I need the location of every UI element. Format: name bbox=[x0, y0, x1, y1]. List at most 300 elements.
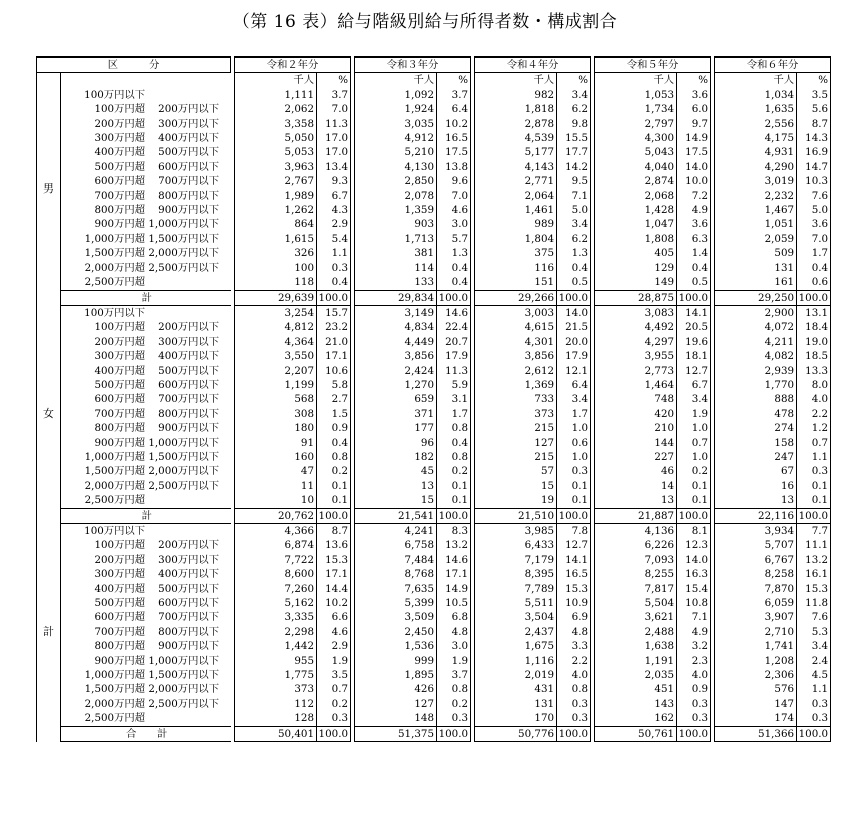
pct-cell: 5.3 bbox=[797, 625, 831, 639]
range-low: 700万円超 bbox=[94, 407, 145, 420]
count-cell: 45 bbox=[355, 464, 437, 478]
pct-cell: 20.5 bbox=[677, 320, 711, 334]
pct-cell: 14.1 bbox=[677, 305, 711, 320]
count-cell: 144 bbox=[595, 436, 677, 450]
count-cell: 133 bbox=[355, 275, 437, 290]
count-cell: 2,488 bbox=[595, 625, 677, 639]
pct-cell: 17.1 bbox=[317, 567, 351, 581]
unit-count: 千人 bbox=[475, 73, 557, 88]
pct-cell: 0.5 bbox=[677, 275, 711, 290]
category-label bbox=[61, 479, 231, 493]
category-label bbox=[61, 582, 231, 596]
count-cell: 5,399 bbox=[355, 596, 437, 610]
range-high: 400万円以下 bbox=[158, 350, 219, 363]
table-row bbox=[37, 610, 831, 624]
year-header: 令和５年分 bbox=[595, 57, 711, 73]
count-cell: 4,143 bbox=[475, 160, 557, 174]
count-cell: 405 bbox=[595, 246, 677, 260]
table-row bbox=[37, 275, 831, 290]
total-pct: 100.0 bbox=[317, 290, 351, 305]
total-pct: 100.0 bbox=[437, 726, 471, 741]
pct-cell: 19.6 bbox=[677, 335, 711, 349]
table-row bbox=[37, 349, 831, 363]
total-label: 合 計 bbox=[61, 726, 231, 741]
count-cell: 210 bbox=[595, 421, 677, 435]
pct-cell: 4.8 bbox=[557, 625, 591, 639]
count-cell: 1,615 bbox=[235, 232, 317, 246]
pct-cell: 1.7 bbox=[797, 246, 831, 260]
count-cell: 888 bbox=[715, 392, 797, 406]
category-label bbox=[61, 436, 231, 450]
pct-cell: 15.5 bbox=[557, 131, 591, 145]
count-cell: 748 bbox=[595, 392, 677, 406]
count-cell: 4,912 bbox=[355, 131, 437, 145]
count-cell: 1,047 bbox=[595, 217, 677, 231]
count-cell: 1,092 bbox=[355, 88, 437, 102]
pct-cell: 16.3 bbox=[677, 567, 711, 581]
range-low: 1,500万円超 bbox=[84, 465, 145, 478]
count-cell: 14 bbox=[595, 479, 677, 493]
range-high: 300万円以下 bbox=[158, 335, 219, 348]
count-cell: 1,208 bbox=[715, 654, 797, 668]
table-row bbox=[37, 697, 831, 711]
unit-pct: % bbox=[437, 73, 471, 88]
count-cell: 3,963 bbox=[235, 160, 317, 174]
range-low: 300万円超 bbox=[94, 132, 145, 145]
table-row bbox=[37, 682, 831, 696]
pct-cell: 0.3 bbox=[797, 464, 831, 478]
pct-cell: 4.5 bbox=[797, 668, 831, 682]
count-cell: 116 bbox=[475, 261, 557, 275]
count-cell: 247 bbox=[715, 450, 797, 464]
count-cell: 2,068 bbox=[595, 189, 677, 203]
count-cell: 2,298 bbox=[235, 625, 317, 639]
range-low: 100万円以下 bbox=[84, 525, 145, 537]
table-row bbox=[37, 335, 831, 349]
count-cell: 112 bbox=[235, 697, 317, 711]
range-high: 2,500万円以下 bbox=[148, 261, 219, 274]
count-cell: 1,199 bbox=[235, 378, 317, 392]
pct-cell: 0.4 bbox=[557, 261, 591, 275]
range-low: 1,500万円超 bbox=[84, 247, 145, 260]
count-cell: 127 bbox=[355, 697, 437, 711]
count-cell: 6,767 bbox=[715, 553, 797, 567]
range-high: 1,000万円以下 bbox=[148, 218, 219, 231]
range-low: 100万円以下 bbox=[84, 88, 145, 101]
pct-cell: 6.8 bbox=[437, 610, 471, 624]
category-label bbox=[61, 392, 231, 406]
table-row bbox=[37, 131, 831, 145]
count-cell: 5,162 bbox=[235, 596, 317, 610]
count-cell: 7,260 bbox=[235, 582, 317, 596]
pct-cell: 0.3 bbox=[797, 711, 831, 726]
count-cell: 1,713 bbox=[355, 232, 437, 246]
unit-pct: % bbox=[677, 73, 711, 88]
pct-cell: 10.2 bbox=[317, 596, 351, 610]
table-row bbox=[37, 261, 831, 275]
pct-cell: 16.1 bbox=[797, 567, 831, 581]
count-cell: 4,449 bbox=[355, 335, 437, 349]
range-high: 900万円以下 bbox=[158, 204, 219, 217]
count-cell: 509 bbox=[715, 246, 797, 260]
pct-cell: 3.0 bbox=[437, 639, 471, 653]
pct-cell: 18.5 bbox=[797, 349, 831, 363]
pct-cell: 3.4 bbox=[557, 88, 591, 102]
group-label: 女 bbox=[37, 305, 61, 523]
pct-cell: 5.0 bbox=[797, 203, 831, 217]
pct-cell: 3.0 bbox=[437, 217, 471, 231]
count-cell: 3,504 bbox=[475, 610, 557, 624]
unit-pct: % bbox=[797, 73, 831, 88]
pct-cell: 17.9 bbox=[437, 349, 471, 363]
total-pct: 100.0 bbox=[437, 290, 471, 305]
pct-cell: 6.3 bbox=[677, 232, 711, 246]
count-cell: 16 bbox=[715, 479, 797, 493]
table-row bbox=[37, 145, 831, 159]
pct-cell: 14.0 bbox=[677, 160, 711, 174]
category-label bbox=[61, 378, 231, 392]
pct-cell: 2.4 bbox=[797, 654, 831, 668]
pct-cell: 20.0 bbox=[557, 335, 591, 349]
pct-cell: 11.3 bbox=[437, 364, 471, 378]
group-label: 計 bbox=[37, 524, 61, 742]
count-cell: 4,297 bbox=[595, 335, 677, 349]
count-cell: 131 bbox=[715, 261, 797, 275]
count-cell: 3,003 bbox=[475, 305, 557, 320]
range-high: 300万円以下 bbox=[158, 117, 219, 130]
table-row bbox=[37, 582, 831, 596]
total-pct: 100.0 bbox=[797, 290, 831, 305]
count-cell: 3,550 bbox=[235, 349, 317, 363]
pct-cell: 1.3 bbox=[557, 246, 591, 260]
count-cell: 2,773 bbox=[595, 364, 677, 378]
pct-cell: 8.3 bbox=[437, 524, 471, 539]
pct-cell: 0.7 bbox=[797, 436, 831, 450]
count-cell: 19 bbox=[475, 493, 557, 508]
category-label bbox=[61, 305, 231, 320]
count-cell: 1,461 bbox=[475, 203, 557, 217]
count-cell: 381 bbox=[355, 246, 437, 260]
count-cell: 2,556 bbox=[715, 117, 797, 131]
count-cell: 7,179 bbox=[475, 553, 557, 567]
pct-cell: 1.3 bbox=[437, 246, 471, 260]
pct-cell: 16.5 bbox=[437, 131, 471, 145]
count-cell: 215 bbox=[475, 421, 557, 435]
count-cell: 158 bbox=[715, 436, 797, 450]
pct-cell: 10.0 bbox=[677, 174, 711, 188]
unit-pct: % bbox=[557, 73, 591, 88]
category-label bbox=[61, 189, 231, 203]
pct-cell: 4.9 bbox=[677, 625, 711, 639]
count-cell: 373 bbox=[235, 682, 317, 696]
pct-cell: 0.3 bbox=[317, 711, 351, 726]
count-cell: 2,797 bbox=[595, 117, 677, 131]
pct-cell: 0.4 bbox=[317, 436, 351, 450]
pct-cell: 17.9 bbox=[557, 349, 591, 363]
pct-cell: 17.5 bbox=[437, 145, 471, 159]
category-label bbox=[61, 232, 231, 246]
pct-cell: 3.6 bbox=[797, 217, 831, 231]
count-cell: 989 bbox=[475, 217, 557, 231]
pct-cell: 23.2 bbox=[317, 320, 351, 334]
count-cell: 1,464 bbox=[595, 378, 677, 392]
salary-distribution-table bbox=[36, 56, 831, 742]
range-high: 200万円以下 bbox=[158, 103, 219, 116]
count-cell: 451 bbox=[595, 682, 677, 696]
count-cell: 160 bbox=[235, 450, 317, 464]
count-cell: 2,437 bbox=[475, 625, 557, 639]
count-cell: 1,741 bbox=[715, 639, 797, 653]
range-high: 600万円以下 bbox=[158, 597, 219, 610]
table-row bbox=[37, 596, 831, 610]
count-cell: 2,900 bbox=[715, 305, 797, 320]
count-cell: 215 bbox=[475, 450, 557, 464]
pct-cell: 0.3 bbox=[317, 261, 351, 275]
pct-cell: 0.1 bbox=[677, 479, 711, 493]
count-cell: 161 bbox=[715, 275, 797, 290]
pct-cell: 3.6 bbox=[677, 217, 711, 231]
pct-cell: 0.8 bbox=[317, 450, 351, 464]
table-row bbox=[37, 392, 831, 406]
table-row bbox=[37, 654, 831, 668]
count-cell: 3,083 bbox=[595, 305, 677, 320]
range-high: 1,000万円以下 bbox=[148, 654, 219, 667]
count-cell: 180 bbox=[235, 421, 317, 435]
count-cell: 426 bbox=[355, 682, 437, 696]
pct-cell: 10.8 bbox=[677, 596, 711, 610]
pct-cell: 0.3 bbox=[677, 711, 711, 726]
table-row bbox=[37, 246, 831, 260]
pct-cell: 12.1 bbox=[557, 364, 591, 378]
pct-cell: 0.6 bbox=[557, 436, 591, 450]
count-cell: 131 bbox=[475, 697, 557, 711]
count-cell: 4,301 bbox=[475, 335, 557, 349]
total-count: 29,250 bbox=[715, 290, 797, 305]
pct-cell: 4.6 bbox=[437, 203, 471, 217]
count-cell: 91 bbox=[235, 436, 317, 450]
year-header: 令和３年分 bbox=[355, 57, 471, 73]
pct-cell: 0.4 bbox=[437, 436, 471, 450]
category-label bbox=[61, 407, 231, 421]
count-cell: 3,621 bbox=[595, 610, 677, 624]
count-cell: 8,258 bbox=[715, 567, 797, 581]
count-cell: 100 bbox=[235, 261, 317, 275]
range-high: 900万円以下 bbox=[158, 640, 219, 653]
range-low: 100万円超 bbox=[94, 321, 145, 334]
count-cell: 2,771 bbox=[475, 174, 557, 188]
range-low: 600万円超 bbox=[94, 175, 145, 188]
count-cell: 3,254 bbox=[235, 305, 317, 320]
group-label: 男 bbox=[37, 73, 61, 306]
count-cell: 1,734 bbox=[595, 102, 677, 116]
unit-count: 千人 bbox=[235, 73, 317, 88]
page-title: （第 16 表）給与階級別給与所得者数・構成割合 bbox=[232, 12, 618, 32]
pct-cell: 0.2 bbox=[317, 697, 351, 711]
range-low: 200万円超 bbox=[94, 335, 145, 348]
pct-cell: 20.7 bbox=[437, 335, 471, 349]
pct-cell: 1.0 bbox=[557, 421, 591, 435]
table-row bbox=[37, 88, 831, 102]
range-high: 500万円以下 bbox=[158, 582, 219, 595]
pct-cell: 0.9 bbox=[317, 421, 351, 435]
count-cell: 3,856 bbox=[475, 349, 557, 363]
pct-cell: 17.0 bbox=[317, 131, 351, 145]
total-pct: 100.0 bbox=[317, 508, 351, 523]
pct-cell: 14.9 bbox=[677, 131, 711, 145]
table-row bbox=[37, 189, 831, 203]
pct-cell: 11.3 bbox=[317, 117, 351, 131]
count-cell: 955 bbox=[235, 654, 317, 668]
total-pct: 100.0 bbox=[317, 726, 351, 741]
count-cell: 2,767 bbox=[235, 174, 317, 188]
count-cell: 2,232 bbox=[715, 189, 797, 203]
count-cell: 4,615 bbox=[475, 320, 557, 334]
range-high: 1,000万円以下 bbox=[148, 436, 219, 449]
range-low: 2,500万円超 bbox=[84, 494, 145, 507]
range-low: 500万円超 bbox=[94, 597, 145, 610]
range-low: 100万円超 bbox=[94, 103, 145, 116]
kubun-header: 区 分 bbox=[37, 57, 231, 73]
pct-cell: 2.2 bbox=[797, 407, 831, 421]
pct-cell: 0.2 bbox=[677, 464, 711, 478]
range-high: 1,500万円以下 bbox=[148, 669, 219, 682]
table-row bbox=[37, 493, 831, 508]
category-label bbox=[61, 450, 231, 464]
pct-cell: 12.3 bbox=[677, 538, 711, 552]
pct-cell: 2.9 bbox=[317, 639, 351, 653]
pct-cell: 7.0 bbox=[317, 102, 351, 116]
count-cell: 7,789 bbox=[475, 582, 557, 596]
unit-row bbox=[37, 73, 831, 88]
range-low: 900万円超 bbox=[94, 218, 145, 231]
count-cell: 7,093 bbox=[595, 553, 677, 567]
pct-cell: 6.4 bbox=[437, 102, 471, 116]
category-label bbox=[61, 553, 231, 567]
table-body bbox=[37, 73, 831, 742]
pct-cell: 3.4 bbox=[557, 217, 591, 231]
pct-cell: 16.9 bbox=[797, 145, 831, 159]
table-row bbox=[37, 407, 831, 421]
count-cell: 8,768 bbox=[355, 567, 437, 581]
count-cell: 5,053 bbox=[235, 145, 317, 159]
category-label bbox=[61, 349, 231, 363]
category-label bbox=[61, 246, 231, 260]
count-cell: 2,059 bbox=[715, 232, 797, 246]
unit-count: 千人 bbox=[595, 73, 677, 88]
count-cell: 8,395 bbox=[475, 567, 557, 581]
count-cell: 13 bbox=[355, 479, 437, 493]
count-cell: 4,241 bbox=[355, 524, 437, 539]
range-high: 400万円以下 bbox=[158, 568, 219, 581]
count-cell: 5,511 bbox=[475, 596, 557, 610]
range-high: 2,500万円以下 bbox=[148, 697, 219, 710]
category-label bbox=[61, 610, 231, 624]
count-cell: 2,939 bbox=[715, 364, 797, 378]
pct-cell: 3.4 bbox=[557, 392, 591, 406]
count-cell: 2,019 bbox=[475, 668, 557, 682]
pct-cell: 10.2 bbox=[437, 117, 471, 131]
count-cell: 1,467 bbox=[715, 203, 797, 217]
total-pct: 100.0 bbox=[677, 508, 711, 523]
pct-cell: 3.2 bbox=[677, 639, 711, 653]
count-cell: 1,369 bbox=[475, 378, 557, 392]
pct-cell: 1.7 bbox=[557, 407, 591, 421]
unit-pct: % bbox=[317, 73, 351, 88]
range-low: 1,000万円超 bbox=[84, 232, 145, 245]
pct-cell: 9.5 bbox=[557, 174, 591, 188]
pct-cell: 10.5 bbox=[437, 596, 471, 610]
count-cell: 149 bbox=[595, 275, 677, 290]
total-count: 50,401 bbox=[235, 726, 317, 741]
pct-cell: 9.7 bbox=[677, 117, 711, 131]
pct-cell: 1.9 bbox=[677, 407, 711, 421]
pct-cell: 0.7 bbox=[317, 682, 351, 696]
pct-cell: 8.1 bbox=[677, 524, 711, 539]
pct-cell: 0.5 bbox=[557, 275, 591, 290]
count-cell: 982 bbox=[475, 88, 557, 102]
count-cell: 1,111 bbox=[235, 88, 317, 102]
table-row bbox=[37, 711, 831, 726]
pct-cell: 0.1 bbox=[437, 479, 471, 493]
pct-cell: 14.9 bbox=[437, 582, 471, 596]
pct-cell: 4.3 bbox=[317, 203, 351, 217]
total-count: 29,834 bbox=[355, 290, 437, 305]
pct-cell: 13.3 bbox=[797, 364, 831, 378]
pct-cell: 3.7 bbox=[317, 88, 351, 102]
pct-cell: 16.5 bbox=[557, 567, 591, 581]
pct-cell: 0.1 bbox=[557, 479, 591, 493]
pct-cell: 0.4 bbox=[437, 261, 471, 275]
count-cell: 4,539 bbox=[475, 131, 557, 145]
count-cell: 3,934 bbox=[715, 524, 797, 539]
count-cell: 431 bbox=[475, 682, 557, 696]
year-header: 令和４年分 bbox=[475, 57, 591, 73]
category-label bbox=[61, 639, 231, 653]
pct-cell: 4.0 bbox=[677, 668, 711, 682]
pct-cell: 8.7 bbox=[797, 117, 831, 131]
range-low: 100万円超 bbox=[94, 539, 145, 552]
range-high: 2,000万円以下 bbox=[148, 683, 219, 696]
count-cell: 5,050 bbox=[235, 131, 317, 145]
category-label bbox=[61, 145, 231, 159]
pct-cell: 9.8 bbox=[557, 117, 591, 131]
count-cell: 1,775 bbox=[235, 668, 317, 682]
pct-cell: 9.6 bbox=[437, 174, 471, 188]
pct-cell: 6.6 bbox=[317, 610, 351, 624]
count-cell: 1,804 bbox=[475, 232, 557, 246]
category-label bbox=[61, 625, 231, 639]
pct-cell: 14.6 bbox=[437, 305, 471, 320]
pct-cell: 5.4 bbox=[317, 232, 351, 246]
count-cell: 6,059 bbox=[715, 596, 797, 610]
count-cell: 13 bbox=[715, 493, 797, 508]
count-cell: 6,758 bbox=[355, 538, 437, 552]
pct-cell: 15.4 bbox=[677, 582, 711, 596]
range-low: 1,000万円超 bbox=[84, 669, 145, 682]
total-count: 21,541 bbox=[355, 508, 437, 523]
total-label: 計 bbox=[61, 508, 231, 523]
category-label bbox=[61, 596, 231, 610]
pct-cell: 0.2 bbox=[437, 464, 471, 478]
range-low: 400万円超 bbox=[94, 364, 145, 377]
pct-cell: 3.4 bbox=[797, 639, 831, 653]
pct-cell: 1.5 bbox=[317, 407, 351, 421]
pct-cell: 4.6 bbox=[317, 625, 351, 639]
table-row bbox=[37, 421, 831, 435]
count-cell: 129 bbox=[595, 261, 677, 275]
pct-cell: 14.0 bbox=[557, 305, 591, 320]
table-row bbox=[37, 232, 831, 246]
